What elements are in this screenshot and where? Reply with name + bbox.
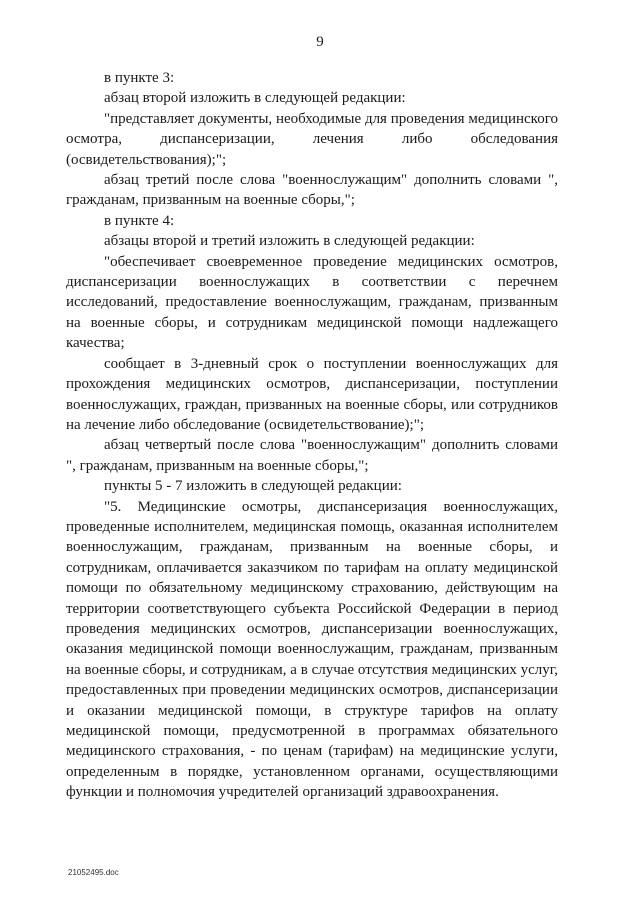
paragraph: абзац третий после слова "военнослужащим" дополнить словами ", гражданам, призванным на военные сборы,";	[66, 172, 558, 209]
document-filename: 21052495.doc	[68, 868, 119, 877]
page-number: 9	[316, 34, 324, 50]
paragraph: в пункте 3:	[104, 70, 175, 86]
paragraph: абзацы второй и третий изложить в следующей редакции:	[104, 233, 475, 250]
paragraph: в пункте 4:	[104, 212, 175, 229]
paragraph: "5. Медицинские осмотры, диспансеризация военнослужащих, проведенные исполнителем, медицинская помощь, оказанная исполнителем военнослужащим, гражданам, призванным на военные сборы, и сотрудникам, оплачивается заказчиком по тарифам на оплату медицинской помощи по обязательному медицинскому страхованию, действующим на территории соответствующего субъекта Российской Федерации в период проведения медицинских осмотров, диспансеризации военнослужащих, оказания медицинской помощи военнослужащим, гражданам, призванным на военные сборы, и сотрудникам, а в случае отсутствия медицинских услуг, предоставленных при проведении медицинских осмотров, диспансеризации и оказании медицинской помощи, в структуре тарифов на оплату медицинской помощи, предусмотренной в программах обязательного медицинского страхования, - по ценам (тарифам) на медицинские услуги, определенным в порядке, установленном органами, осуществляющими функции и полномочия учредителей организаций здравоохранения.	[66, 498, 558, 801]
paragraph: сообщает в 3-дневный срок о поступлении военнослужащих для прохождения медицинских осмотров, диспансеризации, поступлении военнослужащих, граждан, призванных на военные сборы, или сотрудников на лечение либо обследование (освидетельствование);";	[66, 355, 558, 433]
paragraph: пункты 5 - 7 изложить в следующей редакции:	[104, 478, 402, 495]
paragraph: "представляет документы, необходимые для проведения медицинского осмотра, диспансеризации, лечения либо обследования (освидетельствования);";	[66, 110, 558, 168]
paragraph: абзац второй изложить в следующей редакции:	[104, 90, 406, 107]
document-body	[66, 68, 558, 803]
paragraph: абзац четвертый после слова "военнослужащим" дополнить словами ", гражданам, призванным на военные сборы,";	[66, 437, 558, 474]
paragraph: "обеспечивает своевременное проведение медицинских осмотров, диспансеризации военнослужащих в соответствии с перечнем исследований, предоставление военнослужащим, гражданам, призванным на военные сборы, и сотрудникам медицинской помощи надлежащего качества;	[66, 253, 558, 352]
